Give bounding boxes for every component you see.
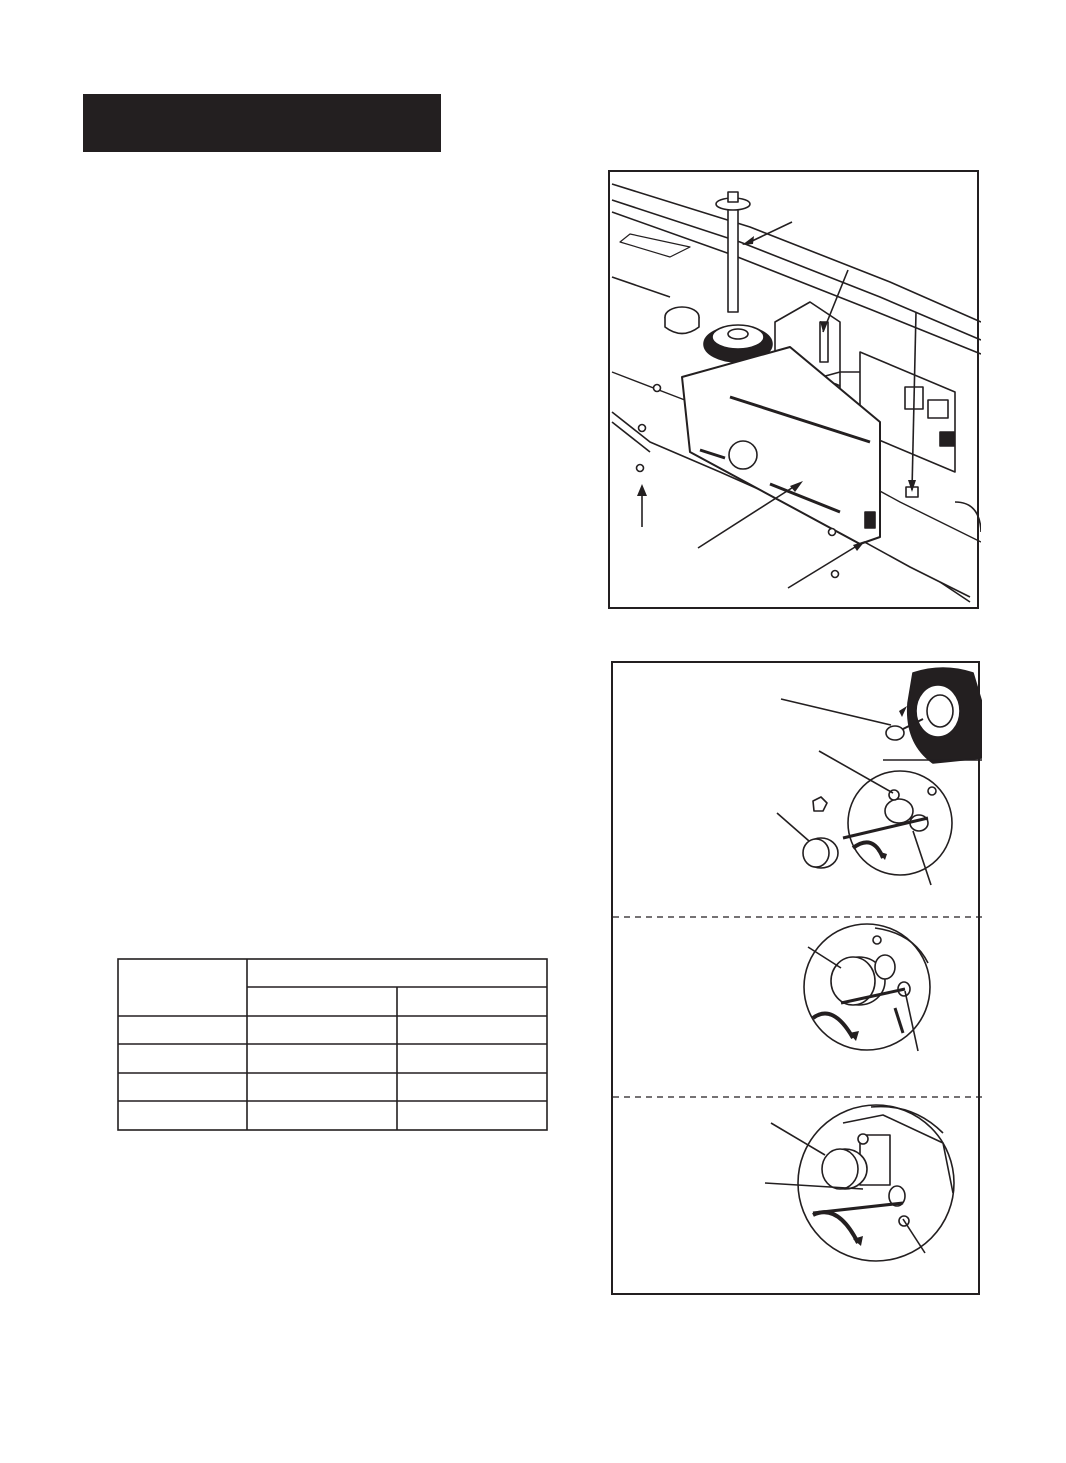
adjustment-detail-drawing [613, 663, 982, 1297]
section-title-bar [83, 94, 441, 152]
control-panel-drawing [610, 172, 981, 611]
control-panel-illustration [608, 170, 979, 609]
adjustment-detail-illustration [611, 661, 980, 1295]
spec-table [117, 958, 548, 1131]
spec-table-grid [117, 958, 548, 1131]
